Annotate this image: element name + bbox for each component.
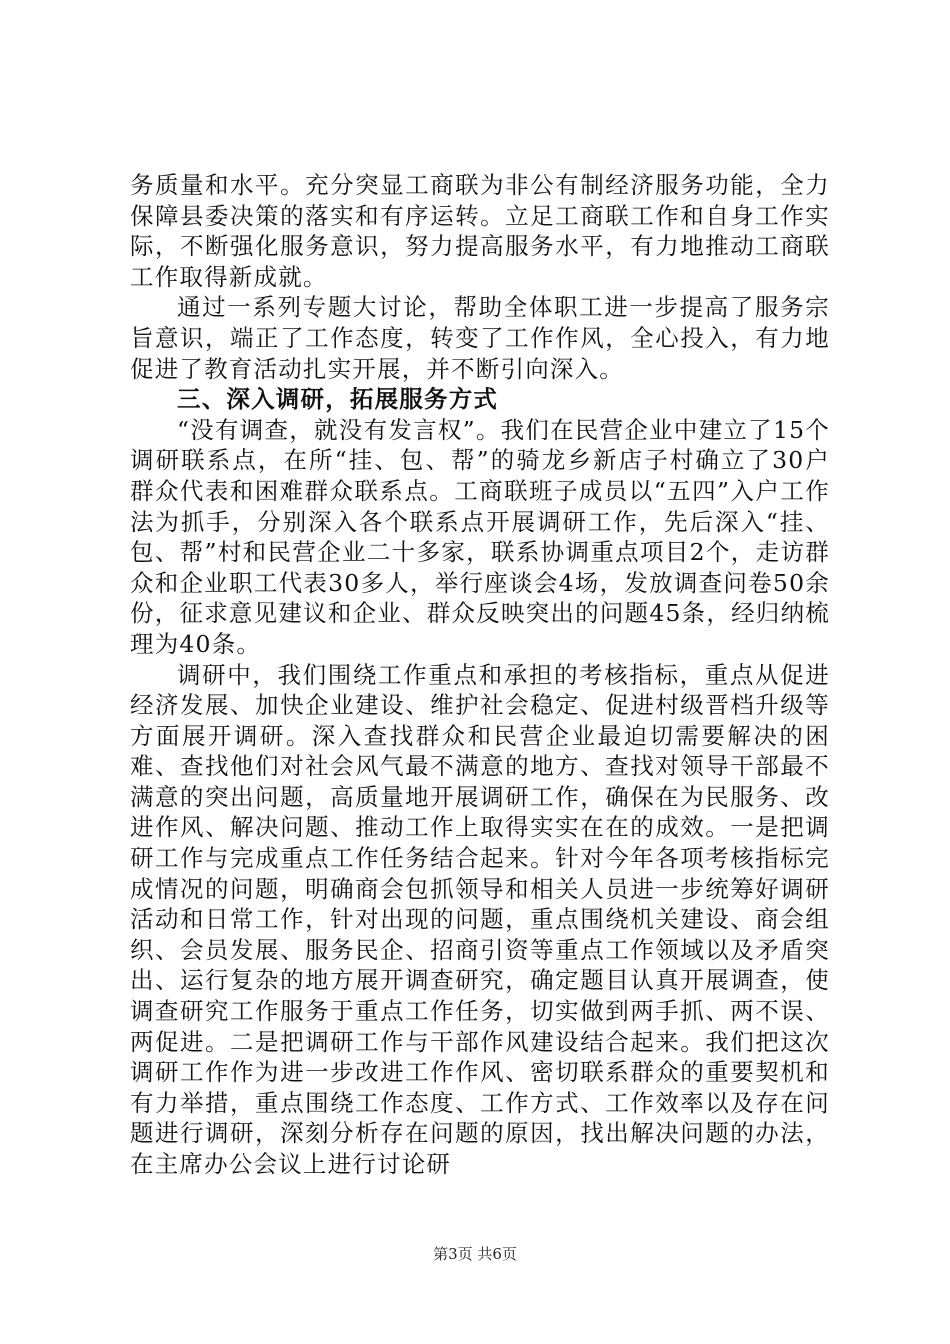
page-footer: 第3页 共6页 bbox=[433, 1245, 517, 1263]
paragraph-1: 务质量和水平。充分突显工商联为非公有制经济服务功能，全力保障县委决策的落实和有序运转。立足工商联工作和自身工作实际，不断强化服务意识，努力提高服务水平，有力地推动工商联工作取得新成就。 bbox=[130, 171, 830, 291]
paragraph-4: 调研中，我们围绕工作重点和承担的考核指标，重点从促进经济发展、加快企业建设、维护社会稳定、促进村级晋档升级等方面展开调研。深入查找群众和民营企业最迫切需要解决的困难、查找他们对社会风气最不满意的地方、查找对领导干部最不满意的突出问题，高质量地开展调研工作，确保在为民服务、改进作风、解决问题、推动工作上取得实实在在的成效。一是把调研工作与完成重点工作任务结合起来。针对今年各项考核指标完成情况的问题，明确商会包抓领导和相关人员进一步统筹好调研活动和日常工作，针对出现的问题，重点围绕机关建设、商会组织、会员发展、服务民企、招商引资等重点工作领域以及矛盾突出、运行复杂的地方展开调查研究，确定题目认真开展调查，使调查研究工作服务于重点工作任务，切实做到两手抓、两不误、两促进。二是把调研工作与干部作风建设结合起来。我们把这次调研工作作为进一步改进工作作风、密切联系群众的重要契机和有力举措，重点围绕工作态度、工作方式、工作效率以及存在问题进行调研，深刻分析存在问题的原因，找出解决问题的办法，在主席办公会议上进行讨论研 bbox=[130, 660, 830, 1178]
document-body bbox=[130, 170, 830, 1180]
paragraph-2: 通过一系列专题大讨论，帮助全体职工进一步提高了服务宗旨意识，端正了工作态度，转变了工作作风，全心投入，有力地促进了教育活动扎实开展，并不断引向深入。 bbox=[130, 293, 830, 383]
section-heading: 三、深入调研，拓展服务方式 bbox=[177, 385, 499, 414]
paragraph-3: “没有调查，就没有发言权”。我们在民营企业中建立了15个调研联系点，在所“挂、包、帮”的骑龙乡新店子村确立了30户群众代表和困难群众联系点。工商联班子成员以“五四”入户工作法为抓手，分别深入各个联系点开展调研工作，先后深入“挂、包、帮”村和民营企业二十多家，联系协调重点项目2个，走访群众和企业职工代表30多人，举行座谈会4场，发放调查问卷50余份，征求意见建议和企业、群众反映突出的问题45条，经归纳梳理为40条。 bbox=[130, 415, 830, 658]
